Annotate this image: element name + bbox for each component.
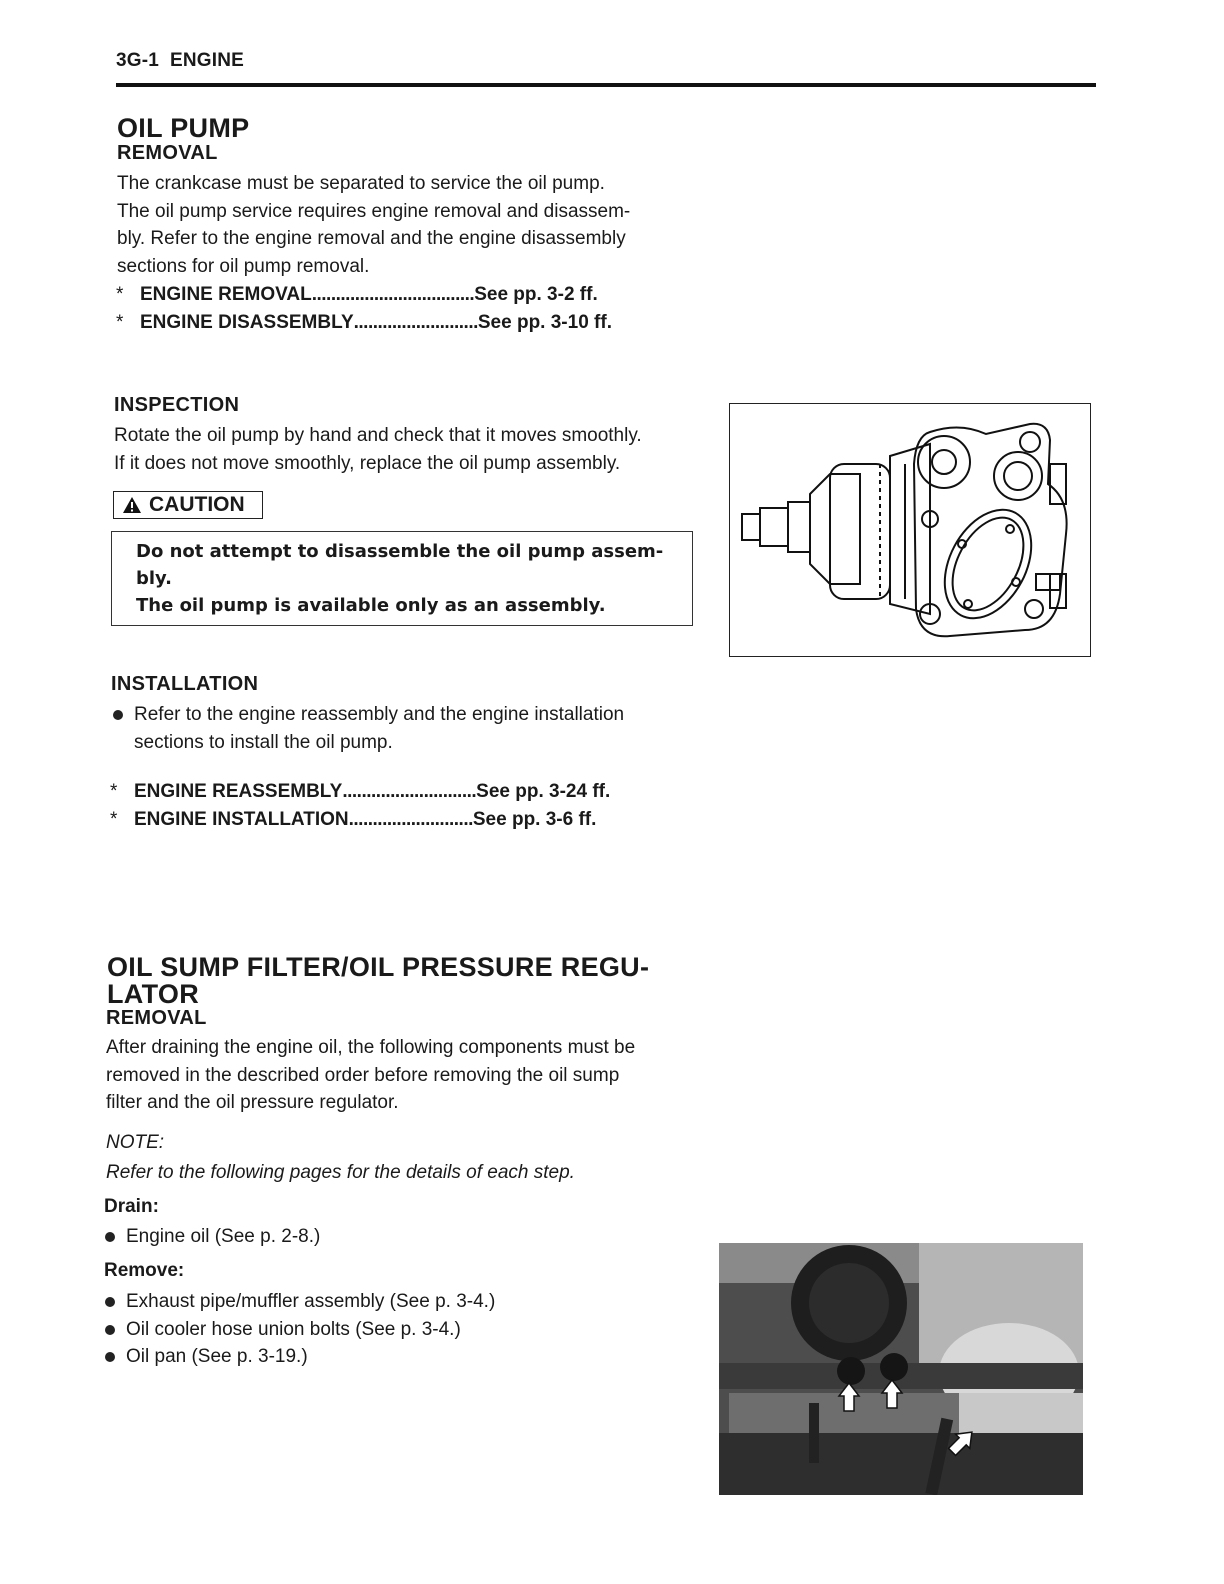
leader-dots: ..........................: [348, 809, 473, 830]
list-item: [104, 1223, 664, 1251]
reference-page: See pp. 3-10 ff.: [477, 312, 612, 333]
text-line: bly. Refer to the engine removal and the engine disassembly: [117, 228, 626, 249]
installation-refs: [110, 778, 610, 834]
header-rule: [116, 83, 1096, 87]
leader-dots: ..........................: [353, 312, 478, 333]
reference-line: [116, 309, 612, 337]
note-label: NOTE:: [106, 1132, 165, 1153]
text-line: removed in the described order before removing the oil sump: [106, 1064, 620, 1086]
reference-page: See pp. 3-24 ff.: [476, 781, 611, 802]
caution-line: Do not attempt to disassemble the oil pump assem-: [136, 541, 664, 562]
text-line: sections to install the oil pump.: [134, 731, 393, 753]
oil-sump-title-line2: LATOR: [107, 979, 199, 1009]
drain-list: [104, 1223, 664, 1251]
leader-dots: ............................: [342, 781, 477, 802]
text-line: The oil pump service requires engine removal and disassem-: [117, 200, 631, 222]
asterisk: *: [116, 284, 124, 305]
oil-pump-removal-heading: REMOVAL: [117, 142, 218, 164]
inspection-text: [114, 422, 714, 477]
caution-box: [111, 531, 693, 626]
oil-pump-drawing: [730, 404, 1090, 656]
oil-sump-title-line1: OIL SUMP FILTER/OIL PRESSURE REGU-: [107, 952, 650, 982]
reference-label: ENGINE INSTALLATION: [134, 809, 349, 830]
text-line: Rotate the oil pump by hand and check that it moves smoothly.: [114, 425, 642, 446]
oil-pump-removal-refs: [116, 281, 612, 337]
list-item: [112, 701, 702, 756]
bullet-icon: [104, 1288, 126, 1316]
list-item-text: Oil cooler hose union bolts (See p. 3-4.): [126, 1318, 461, 1340]
reference-line: [110, 778, 610, 806]
drain-label: Drain:: [104, 1196, 159, 1217]
note-text: Refer to the following pages for the details of each step.: [106, 1162, 575, 1183]
reference-label: ENGINE REASSEMBLY: [134, 781, 343, 802]
text-line: The crankcase must be separated to service the oil pump.: [117, 173, 605, 194]
caution-label: CAUTION: [149, 493, 245, 516]
oil-sump-removal-text: [106, 1034, 706, 1117]
asterisk: *: [110, 781, 118, 802]
oil-pump-title: OIL PUMP: [117, 113, 250, 143]
warning-triangle-icon: [122, 496, 142, 514]
asterisk: *: [116, 312, 124, 333]
bullet-icon: [104, 1316, 126, 1344]
reference-label: ENGINE REMOVAL: [140, 284, 312, 305]
reference-page: See pp. 3-6 ff.: [472, 809, 597, 830]
list-item: [104, 1343, 664, 1371]
asterisk: *: [110, 809, 118, 830]
reference-line: [110, 806, 610, 834]
remove-list: [104, 1288, 664, 1371]
caution-badge: [113, 491, 263, 519]
list-item-text: Exhaust pipe/muffler assembly (See p. 3-4.): [126, 1291, 496, 1312]
text-line: Refer to the engine reassembly and the engine installation: [134, 704, 625, 725]
installation-heading: INSTALLATION: [111, 673, 259, 695]
leader-dots: ..................................: [311, 284, 475, 305]
list-item: [104, 1288, 664, 1316]
page-header-label: 3G-1 ENGINE: [116, 50, 245, 71]
bullet-icon: [112, 701, 134, 756]
bullet-icon: [104, 1223, 126, 1251]
oil-sump-removal-heading: REMOVAL: [106, 1007, 207, 1029]
caution-line: bly.: [136, 568, 172, 589]
remove-label: Remove:: [104, 1260, 185, 1281]
list-item-text: Engine oil (See p. 2-8.): [126, 1226, 321, 1247]
reference-line: [116, 281, 612, 309]
engine-photo: [719, 1243, 1083, 1495]
text-line: filter and the oil pressure regulator.: [106, 1092, 399, 1113]
oil-pump-illustration: [729, 403, 1091, 657]
inspection-heading: INSPECTION: [114, 394, 240, 416]
text-line: If it does not move smoothly, replace the oil pump assembly.: [114, 452, 621, 474]
reference-page: See pp. 3-2 ff.: [474, 284, 598, 305]
reference-label: ENGINE DISASSEMBLY: [140, 312, 354, 333]
caution-line: The oil pump is available only as an assembly.: [136, 595, 606, 616]
text-line: sections for oil pump removal.: [117, 255, 370, 277]
installation-bullet: [112, 701, 702, 756]
text-line: After draining the engine oil, the following components must be: [106, 1037, 636, 1058]
list-item: [104, 1316, 664, 1344]
oil-pump-removal-text: [117, 170, 707, 280]
engine-photo-drawing: [719, 1243, 1083, 1495]
bullet-icon: [104, 1343, 126, 1371]
list-item-text: Oil pan (See p. 3-19.): [126, 1346, 308, 1367]
